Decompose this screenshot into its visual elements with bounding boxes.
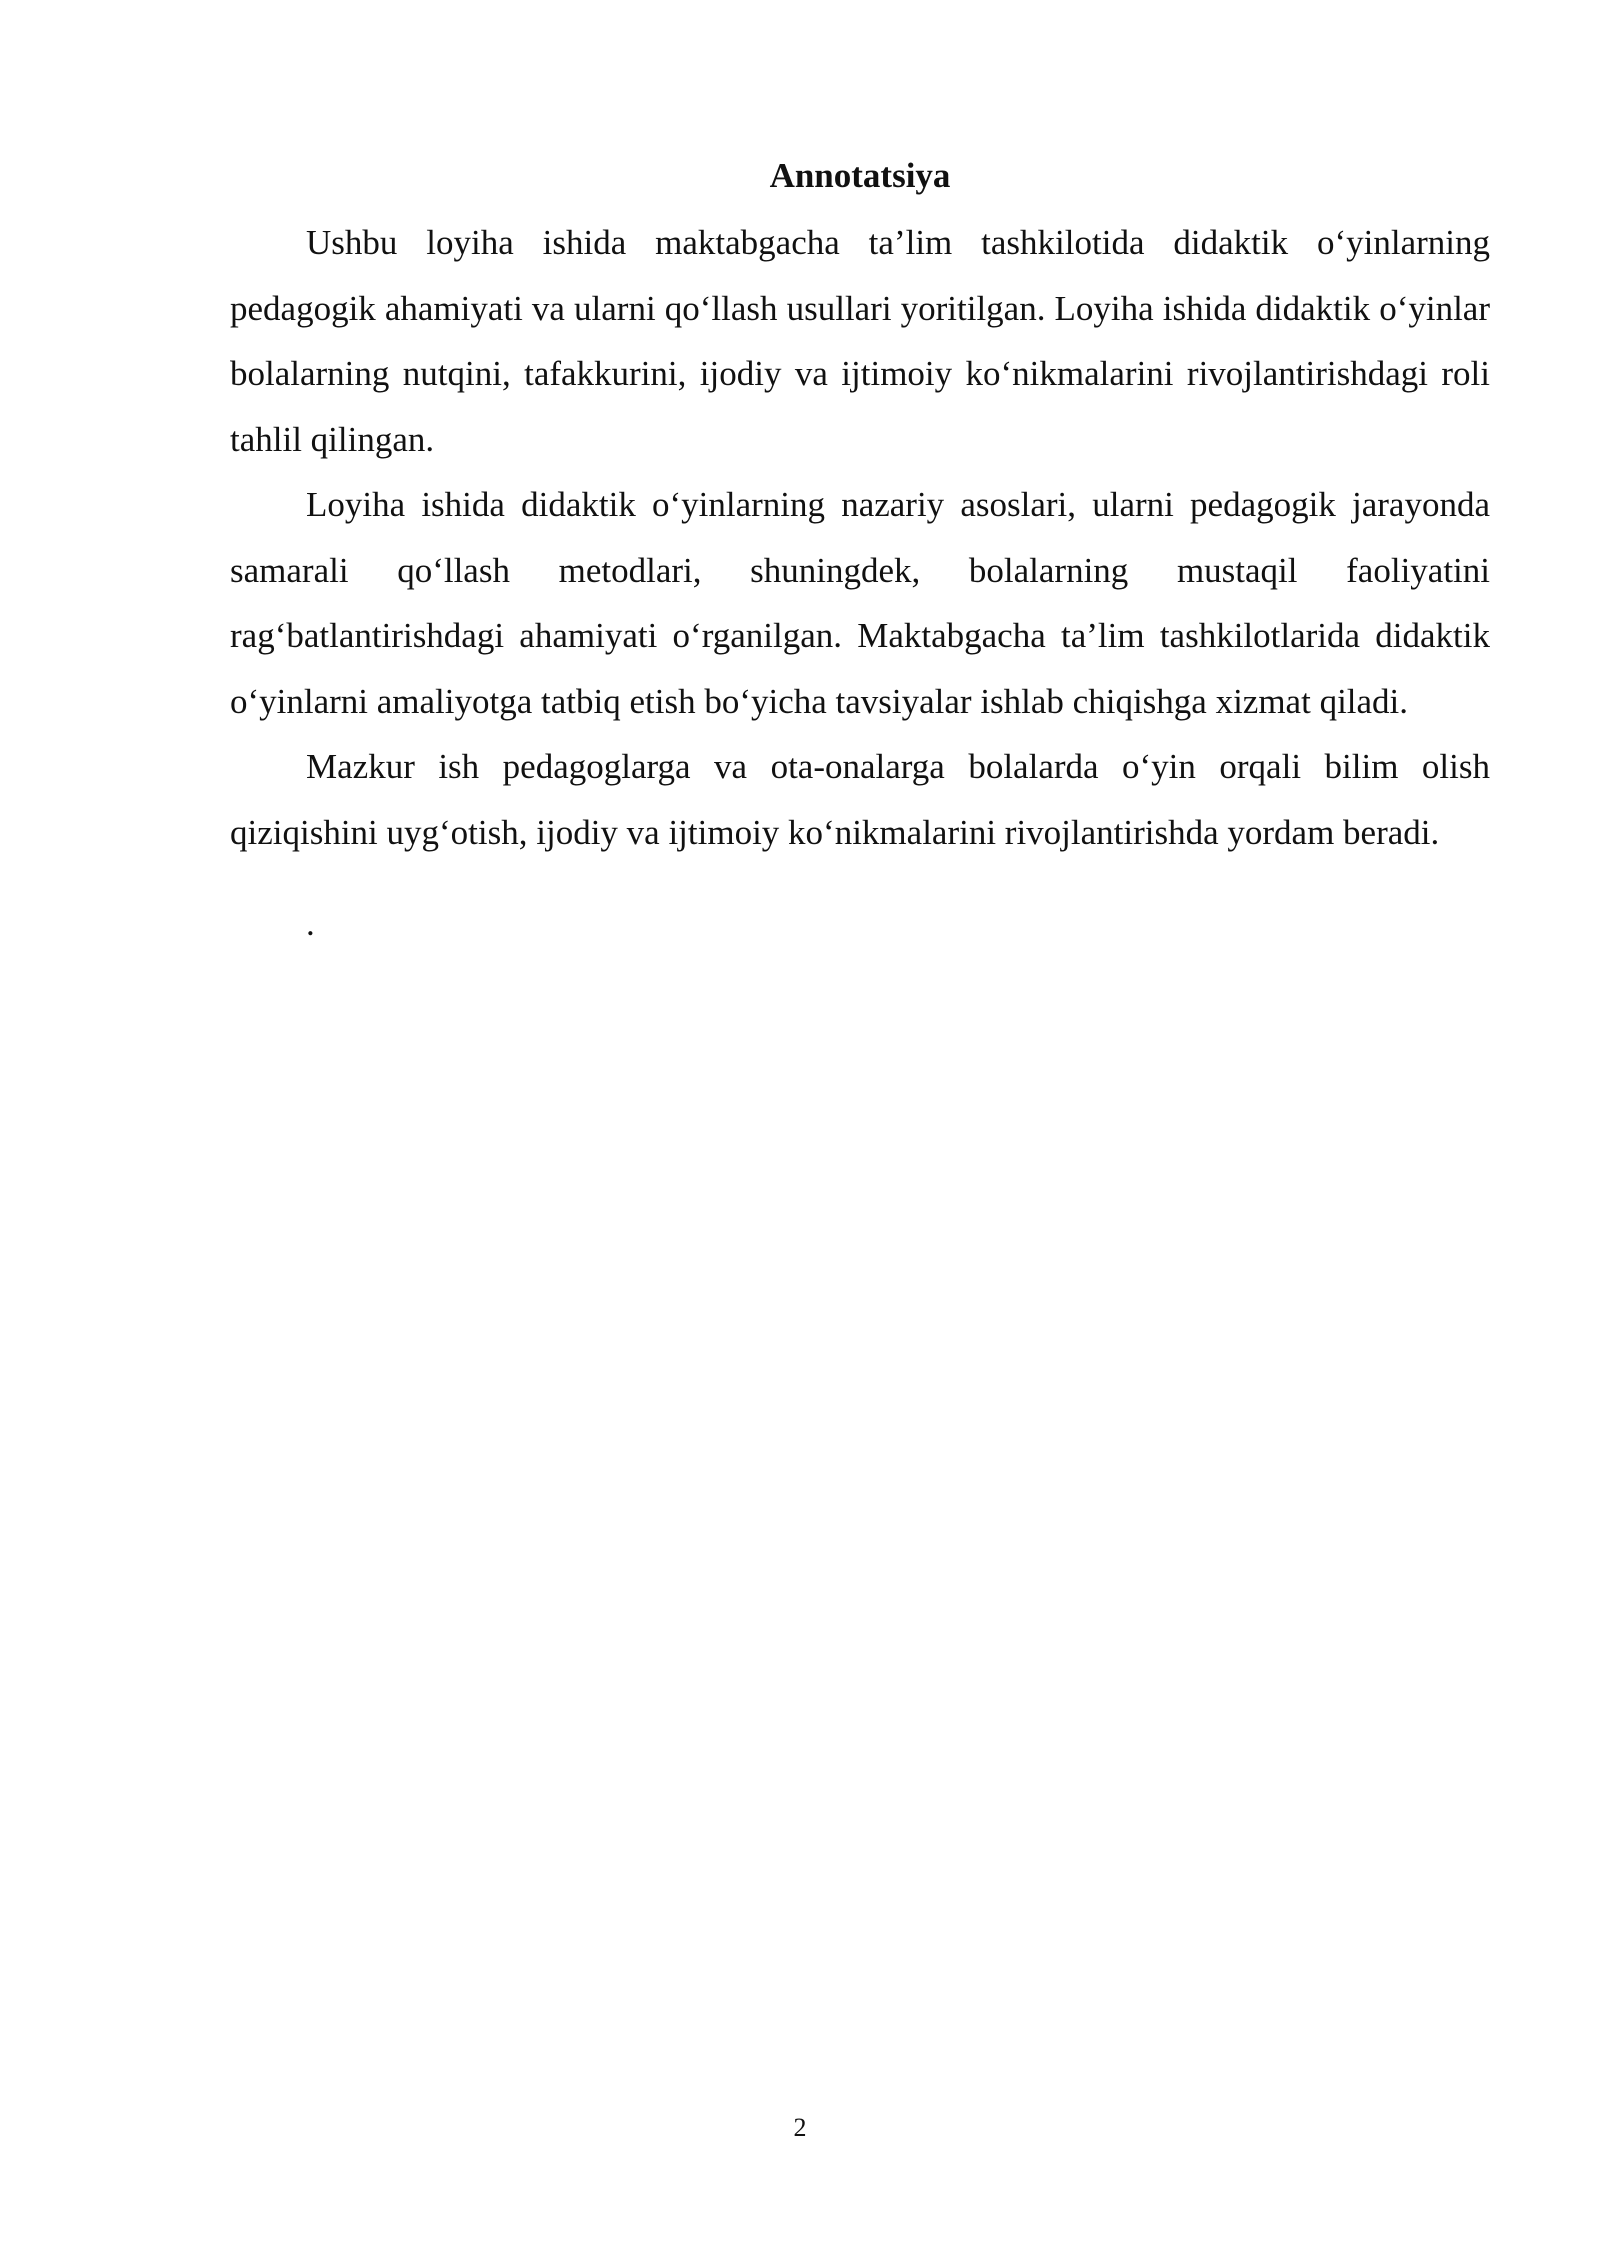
trailing-period: .: [306, 904, 315, 943]
page-number: 2: [793, 2113, 807, 2142]
paragraph-1: Ushbu loyiha ishida maktabgacha ta’lim tashkilotida didaktik o‘yinlarning pedagogik ahamiyati va ularni qo‘llash usullari yoritilgan. Loyiha ishida didaktik o‘yinlar bolalarning nutqini, tafakkurini, ijodiy va ijtimoiy ko‘nikmalarini rivojlantirishdagi roli tahlil qilingan.: [230, 223, 1490, 459]
page-content: [230, 150, 1490, 957]
page-title: Annotatsiya: [769, 156, 951, 195]
paragraph-3: Mazkur ish pedagoglarga va ota-onalarga bolalarda o‘yin orqali bilim olish qiziqishini uyg‘otish, ijodiy va ijtimoiy ko‘nikmalarini rivojlantirishda yordam beradi.: [230, 747, 1490, 852]
paragraph-2: Loyiha ishida didaktik o‘yinlarning nazariy asoslari, ularni pedagogik jarayonda samarali qo‘llash metodlari, shuningdek, bolalarning mustaqil faoliyatini rag‘batlantirishdagi ahamiyati o‘rganilgan. Maktabgacha ta’lim tashkilotlarida didaktik o‘yinlarni amaliyotga tatbiq etish bo‘yicha tavsiyalar ishlab chiqishga xizmat qiladi.: [230, 485, 1490, 721]
